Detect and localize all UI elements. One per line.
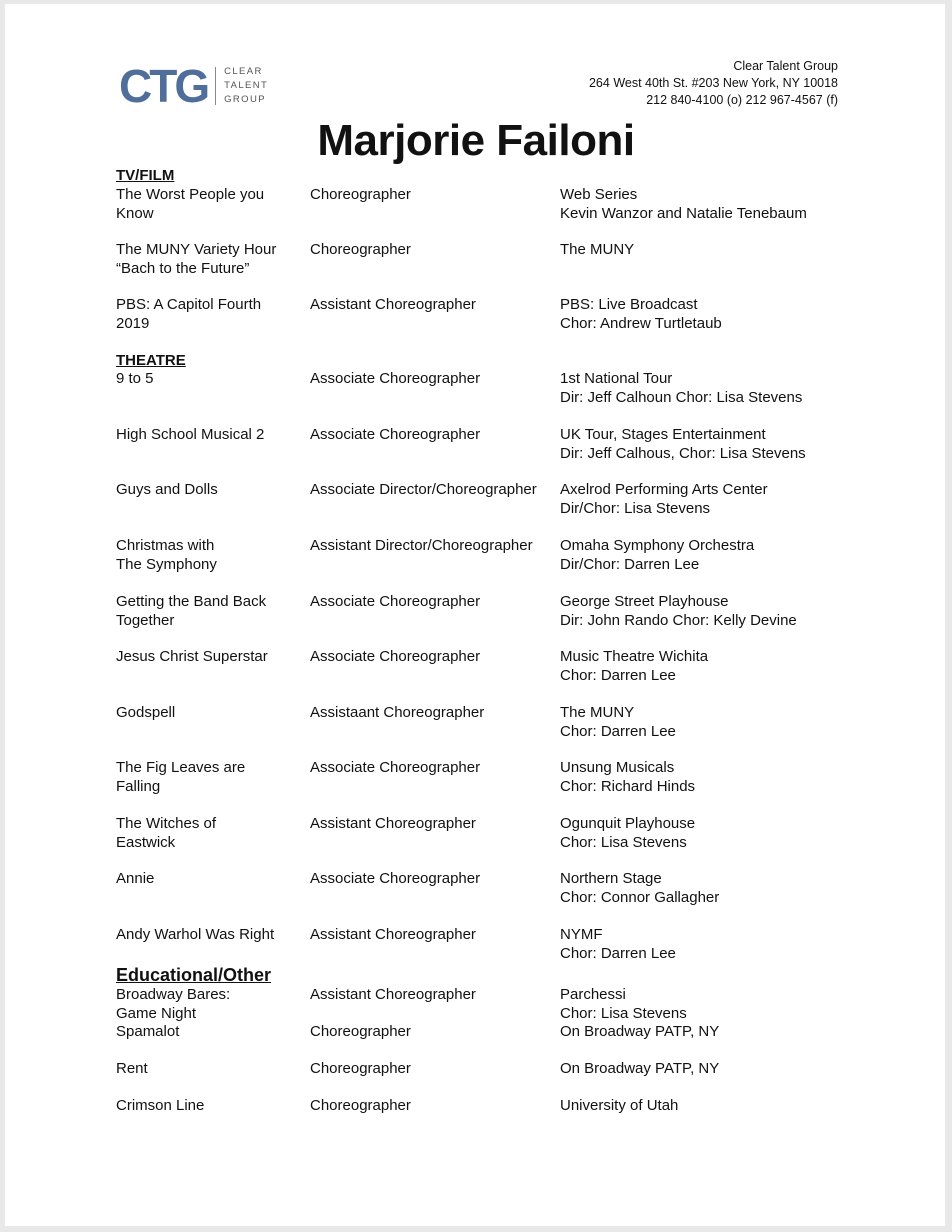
credit-role bbox=[310, 296, 555, 315]
credit-title bbox=[116, 648, 296, 667]
credit-role-line: Assistant Choreographer bbox=[310, 296, 476, 313]
credit-title-line: Falling bbox=[116, 777, 161, 795]
credit-venue bbox=[560, 296, 850, 333]
credit-role-line: Associate Choreographer bbox=[310, 593, 481, 610]
credit-venue bbox=[560, 241, 850, 260]
credit-title-line: Jesus Christ Superstar bbox=[116, 648, 268, 665]
credit-role bbox=[310, 426, 555, 445]
credit-venue-line: Chor: Darren Lee bbox=[560, 666, 676, 684]
credit-title-line: “Bach to the Future” bbox=[116, 259, 250, 277]
credit-title-line: Getting the Band Back bbox=[116, 593, 267, 610]
credit-title-line: Andy Warhol Was Right bbox=[116, 926, 275, 943]
credit-venue bbox=[560, 537, 850, 574]
credit-title bbox=[116, 593, 296, 630]
credit-role-line: Associate Director/Choreographer bbox=[310, 481, 537, 498]
logo-divider bbox=[215, 67, 216, 105]
section-title-tvfilm: TV/FILM bbox=[116, 167, 175, 184]
credit-venue bbox=[560, 926, 850, 963]
credit-title bbox=[116, 986, 296, 1023]
credit-venue bbox=[560, 986, 850, 1023]
agency-logo bbox=[119, 60, 269, 112]
credit-title bbox=[116, 426, 296, 445]
credit-title bbox=[116, 1023, 296, 1042]
credit-title-line: Guys and Dolls bbox=[116, 481, 218, 498]
credit-venue-line: Dir: Jeff Calhous, Chor: Lisa Stevens bbox=[560, 444, 806, 462]
credit-role bbox=[310, 648, 555, 667]
credit-venue bbox=[560, 426, 850, 463]
credit-role-line: Assistant Choreographer bbox=[310, 926, 476, 943]
credit-venue-line: Dir: Jeff Calhoun Chor: Lisa Stevens bbox=[560, 388, 803, 406]
credit-role bbox=[310, 1097, 555, 1116]
credit-role-line: Assistant Choreographer bbox=[310, 986, 476, 1003]
credit-role bbox=[310, 186, 555, 205]
agency-address: 264 West 40th St. #203 New York, NY 10018 bbox=[588, 76, 838, 90]
credit-title bbox=[116, 537, 296, 574]
credit-role-line: Associate Choreographer bbox=[310, 759, 481, 776]
credit-venue bbox=[560, 370, 850, 407]
agency-contact bbox=[589, 58, 838, 109]
credit-venue-line: Web Series bbox=[560, 186, 638, 203]
credit-venue-line: The MUNY bbox=[560, 704, 635, 721]
credit-venue-line: Omaha Symphony Orchestra bbox=[560, 537, 755, 554]
credit-title bbox=[116, 1097, 296, 1116]
credit-venue bbox=[560, 870, 850, 907]
credit-title-line: 9 to 5 bbox=[116, 370, 154, 387]
credit-title bbox=[116, 296, 296, 333]
credit-title-line: PBS: A Capitol Fourth bbox=[116, 296, 262, 313]
credit-title-line: The Worst People you bbox=[116, 186, 265, 203]
credit-title bbox=[116, 870, 296, 889]
credit-title-line: Crimson Line bbox=[116, 1097, 205, 1114]
credit-venue-line: Northern Stage bbox=[560, 870, 662, 887]
credit-role bbox=[310, 593, 555, 612]
credit-title-line: Game Night bbox=[116, 1004, 197, 1022]
credit-role-line: Choreographer bbox=[310, 186, 411, 203]
credit-venue-line: Chor: Lisa Stevens bbox=[560, 1004, 687, 1022]
credit-role bbox=[310, 926, 555, 945]
credit-venue-line: Dir/Chor: Darren Lee bbox=[560, 555, 700, 573]
credit-role bbox=[310, 241, 555, 260]
credit-title bbox=[116, 759, 296, 796]
credit-title-line: Annie bbox=[116, 870, 155, 887]
credit-title-line: Know bbox=[116, 204, 154, 222]
credit-role bbox=[310, 759, 555, 778]
credit-role-line: Choreographer bbox=[310, 1060, 411, 1077]
credit-venue bbox=[560, 1097, 850, 1116]
credit-venue-line: Music Theatre Wichita bbox=[560, 648, 709, 665]
credit-role bbox=[310, 537, 555, 556]
credit-role-line: Associate Choreographer bbox=[310, 870, 481, 887]
credit-title-line: High School Musical 2 bbox=[116, 426, 265, 443]
section-title-theatre: THEATRE bbox=[116, 352, 186, 369]
credit-venue-line: Chor: Andrew Turtletaub bbox=[560, 314, 722, 332]
credit-venue-line: Kevin Wanzor and Natalie Tenebaum bbox=[560, 204, 807, 222]
credit-title-line: Broadway Bares: bbox=[116, 986, 231, 1003]
credit-venue bbox=[560, 759, 850, 796]
credit-venue-line: Chor: Darren Lee bbox=[560, 944, 676, 962]
credit-role-line: Assistant Director/Choreographer bbox=[310, 537, 533, 554]
credit-role bbox=[310, 704, 555, 723]
credit-title-line: Christmas with bbox=[116, 537, 215, 554]
credit-venue-line: George Street Playhouse bbox=[560, 593, 729, 610]
credit-venue-line: NYMF bbox=[560, 926, 603, 943]
credit-role-line: Choreographer bbox=[310, 1023, 411, 1040]
section-title-educational: Educational/Other bbox=[116, 965, 272, 985]
credit-venue bbox=[560, 186, 850, 223]
credit-title-line: Rent bbox=[116, 1060, 148, 1077]
credit-role bbox=[310, 481, 555, 500]
credit-title bbox=[116, 926, 296, 945]
credit-role-line: Assistaant Choreographer bbox=[310, 704, 485, 721]
credit-role bbox=[310, 870, 555, 889]
credit-venue-line: 1st National Tour bbox=[560, 370, 673, 387]
credit-title-line: The Witches of bbox=[116, 815, 217, 832]
credit-venue-line: Axelrod Performing Arts Center bbox=[560, 481, 768, 498]
agency-phone: 212 840-4100 (o) 212 967-4567 (f) bbox=[646, 93, 838, 107]
credit-role bbox=[310, 370, 555, 389]
credit-venue-line: Chor: Richard Hinds bbox=[560, 777, 696, 795]
credit-role-line: Associate Choreographer bbox=[310, 426, 481, 443]
credit-title-line: Spamalot bbox=[116, 1023, 180, 1040]
credit-title bbox=[116, 1060, 296, 1079]
credit-role-line: Associate Choreographer bbox=[310, 648, 481, 665]
credit-venue bbox=[560, 593, 850, 630]
credit-role-line: Choreographer bbox=[310, 1097, 411, 1114]
credit-venue-line: On Broadway PATP, NY bbox=[560, 1060, 720, 1077]
credit-title bbox=[116, 241, 296, 278]
credit-venue-line: Chor: Darren Lee bbox=[560, 722, 676, 740]
credit-venue-line: UK Tour, Stages Entertainment bbox=[560, 426, 766, 443]
credit-venue bbox=[560, 648, 850, 685]
credit-role-line: Choreographer bbox=[310, 241, 411, 258]
credit-title-line: Godspell bbox=[116, 704, 176, 721]
credit-role bbox=[310, 815, 555, 834]
credit-venue-line: Chor: Lisa Stevens bbox=[560, 833, 687, 851]
credit-title-line: Eastwick bbox=[116, 833, 176, 851]
credit-title-line: 2019 bbox=[116, 314, 150, 332]
credit-title-line: The MUNY Variety Hour bbox=[116, 241, 277, 258]
performer-name: Marjorie Failoni bbox=[317, 116, 635, 165]
credit-role bbox=[310, 986, 555, 1005]
logo-words: CLEAR TALENT GROUP bbox=[224, 66, 269, 105]
credit-title bbox=[116, 370, 296, 389]
credit-venue-line: PBS: Live Broadcast bbox=[560, 296, 698, 313]
credit-title bbox=[116, 815, 296, 852]
logo-mark: CTG bbox=[119, 60, 208, 112]
credit-venue bbox=[560, 815, 850, 852]
credit-venue-line: Dir: John Rando Chor: Kelly Devine bbox=[560, 611, 797, 629]
credit-title-line: The Fig Leaves are bbox=[116, 759, 246, 776]
credit-venue-line: Chor: Connor Gallagher bbox=[560, 888, 720, 906]
credit-venue-line: Parchessi bbox=[560, 986, 626, 1003]
credit-role bbox=[310, 1060, 555, 1079]
credit-title bbox=[116, 186, 296, 223]
agency-name: Clear Talent Group bbox=[733, 59, 838, 73]
credit-venue bbox=[560, 1060, 850, 1079]
credit-venue bbox=[560, 704, 850, 741]
credit-title bbox=[116, 704, 296, 723]
credit-venue-line: Ogunquit Playhouse bbox=[560, 815, 696, 832]
credit-venue bbox=[560, 1023, 850, 1042]
credit-role-line: Associate Choreographer bbox=[310, 370, 481, 387]
credit-venue-line: On Broadway PATP, NY bbox=[560, 1023, 720, 1040]
credit-venue bbox=[560, 481, 850, 518]
credit-venue-line: Unsung Musicals bbox=[560, 759, 675, 776]
credit-venue-line: The MUNY bbox=[560, 241, 635, 258]
credit-title-line: Together bbox=[116, 611, 175, 629]
credit-title bbox=[116, 481, 296, 500]
credit-role-line: Assistant Choreographer bbox=[310, 815, 476, 832]
credit-role bbox=[310, 1023, 555, 1042]
credit-title-line: The Symphony bbox=[116, 555, 217, 573]
credit-venue-line: Dir/Chor: Lisa Stevens bbox=[560, 499, 711, 517]
credit-venue-line: University of Utah bbox=[560, 1097, 679, 1114]
